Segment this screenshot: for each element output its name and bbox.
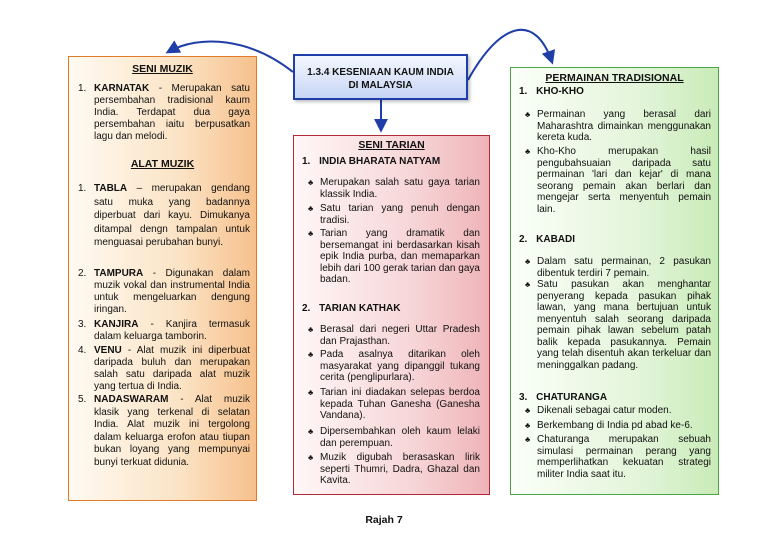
figure-caption: Rajah 7 [365,514,403,526]
club-icon: ♣ [308,325,314,334]
club-icon: ♣ [308,350,314,359]
list-item: ♣ Dikenali sebagai catur moden. [525,405,672,416]
club-icon: ♣ [308,388,314,397]
club-icon: ♣ [308,229,314,238]
list-item: ♣ Berasal dari negeri Uttar Pradesh dan Prajasthan. [308,324,480,347]
section-heading: 1. KHO-KHO [519,86,584,97]
section-heading: 1. INDIA BHARATA NATYAM [302,156,441,167]
club-icon: ♣ [525,147,531,156]
club-icon: ♣ [525,110,531,119]
club-icon: ♣ [525,257,531,266]
permainan-heading: PERMAINAN TRADISIONAL [545,72,684,84]
list-item: 3. KANJIRA - Kanjira termasuk dalam keluarga tamborin. [78,319,250,342]
seni-muzik-heading: SENI MUZIK [132,63,193,75]
list-item: 1. KARNATAK - Merupakan satu persembahan tradisional kaum India. Terdapat dua gaya persembahan iaitu berpusatkan lagu dan melodi. [78,83,250,142]
list-item: ♣ Satu tarian yang penuh dengan tradisi. [308,203,480,226]
club-icon: ♣ [525,406,531,415]
list-item: ♣ Tarian yang dramatik dan bersemangat ini berdasarkan kisah epik India purba, dan memaparkan lebih dari 100 gerak tarian dan gaya badan. [308,228,480,285]
list-item: ♣ Pada asalnya ditarikan oleh masyarakat yang dipanggil tukang cerita (penglipurlara). [308,349,480,383]
list-item: ♣ Merupakan salah satu gaya tarian klassik India. [308,177,480,200]
list-item: ♣ Kho-Kho merupakan hasil pengubahsuaian daripada satu permainan 'lari dan kejar' di mana seorang pemain akan berlari dan mengejar serta menyentuh pemain lain. [525,146,711,215]
list-item: 2. TAMPURA - Digunakan dalam muzik vokal dan instrumental India untuk mengeluarkan dengung iringan. [78,268,250,315]
club-icon: ♣ [308,427,314,436]
list-item: ♣ Tarian ini diadakan selepas berdoa kepada Tuhan Ganesha (Ganesha Vandana). [308,387,480,421]
seni-tarian-box [293,135,490,495]
club-icon: ♣ [308,204,314,213]
seni-muzik-box [68,56,257,501]
club-icon: ♣ [308,453,314,462]
list-item: 5. NADASWARAM - Alat muzik klasik yang terkenal di selatan India. Alat muzik ini tergolong dalam keluarga erofon atau tiupan bukan loyang yang mempunyai bunyi terkuat didunia. [78,394,250,468]
list-item: ♣ Dipersembahkan oleh kaum lelaki dan perempuan. [308,426,480,449]
list-item: ♣ Satu pasukan akan menghantar penyerang kepada pasukan pihak lawan, yang mana bertujuan untuk menyentuh salah seorang daripada pemain pihak lawan sebelum patah balik kepada pasukannya. Pemain yang telah disentuh akan terkeluar dan meninggalkan padang. [525,279,711,371]
list-item: ♣ Chaturanga merupakan sebuah simulasi permainan perang yang memperlihatkan kekuatan strategi militer India saat itu. [525,434,711,480]
section-heading: 2. TARIAN KATHAK [302,303,401,314]
list-item: ♣ Permainan yang berasal dari Maharashtra dimainkan menggunakan kereta kuda. [525,109,711,143]
club-icon: ♣ [525,421,531,430]
list-item: 1. TABLA – merupakan gendang satu muka yang badannya diperbuat dari kayu. Dimukanya ditampal dengn tampalan untuk menguasai perubahan bunyi. [78,183,250,248]
title-box [293,54,468,100]
diagram-title: 1.3.4 KESENIAAN KAUM INDIA DI MALAYSIA [307,67,454,91]
alat-muzik-heading: ALAT MUZIK [130,158,195,170]
list-item: 4. VENU - Alat muzik ini diperbuat daripada buluh dan merupakan salah satu daripada alat muzik yang tertua di India. [78,345,250,392]
seni-tarian-heading: SENI TARIAN [358,139,425,151]
list-item: ♣ Dalam satu permainan, 2 pasukan dibentuk terdiri 7 pemain. [525,256,711,279]
list-item: ♣ Berkembang di India pd abad ke-6. [525,420,693,431]
list-item: ♣ Muzik digubah berasaskan lirik seperti Thumri, Dadra, Ghazal dan Kavita. [308,452,480,486]
club-icon: ♣ [308,178,314,187]
section-heading: 2. KABADI [519,234,576,245]
permainan-tradisional-box [510,67,719,495]
section-heading: 3. CHATURANGA [519,392,608,403]
club-icon: ♣ [525,280,531,289]
club-icon: ♣ [525,435,531,444]
